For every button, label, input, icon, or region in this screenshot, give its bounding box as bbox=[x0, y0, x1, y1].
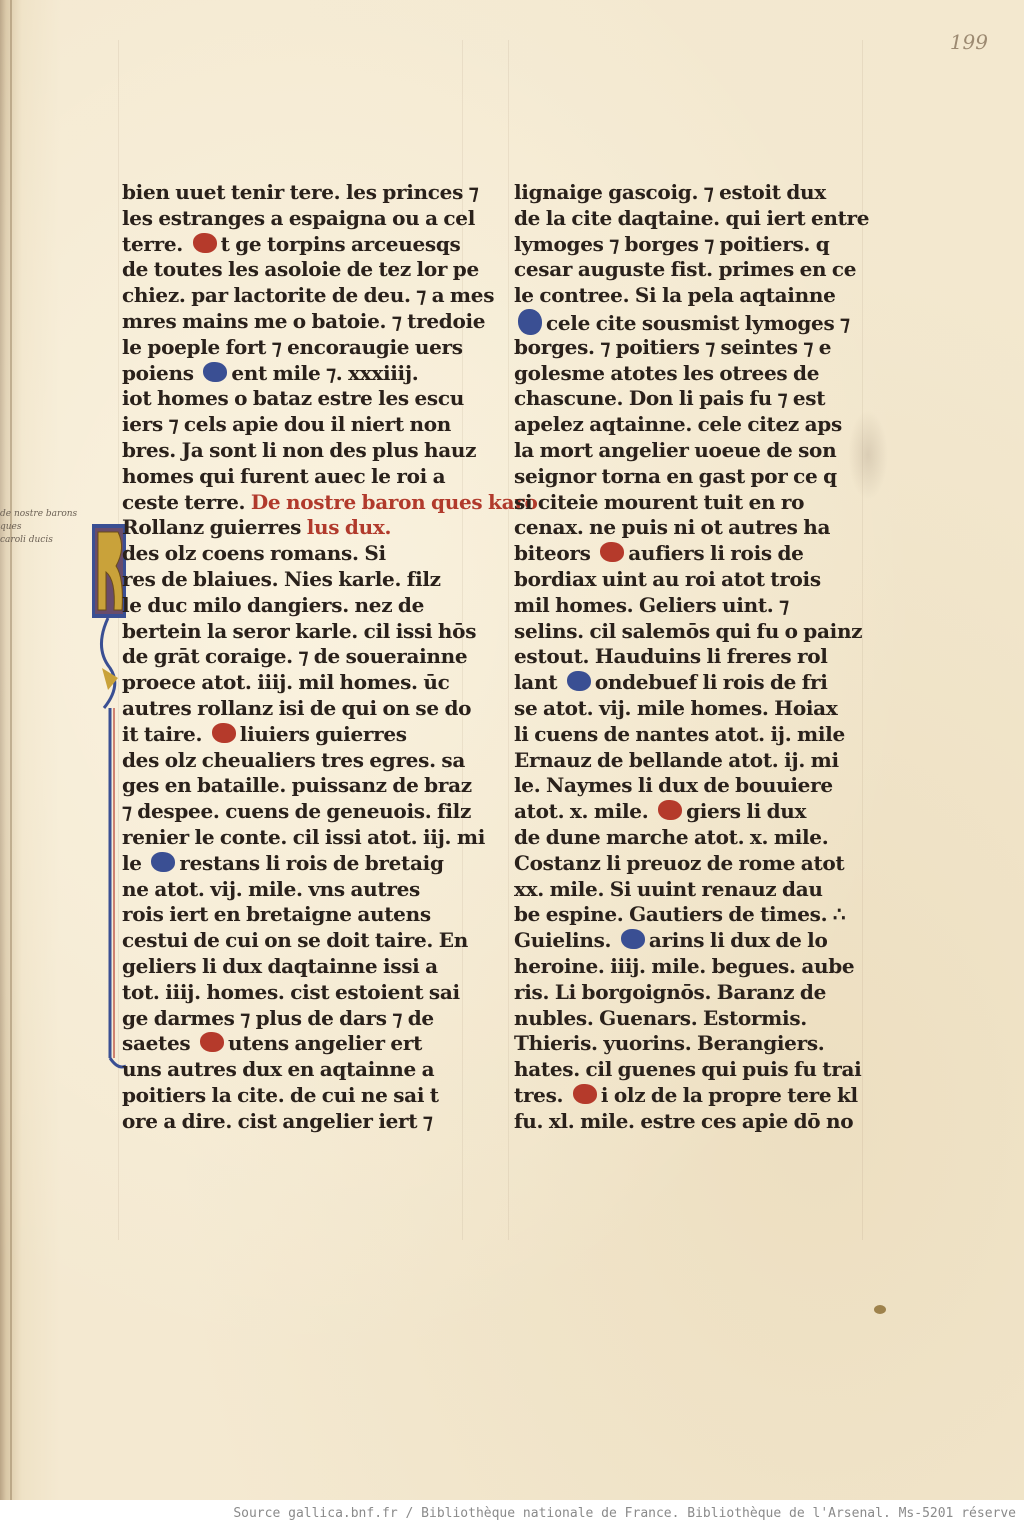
text-line bbox=[514, 722, 859, 748]
blue-initial bbox=[621, 929, 645, 949]
line-text: la mort angelier uoeue de son bbox=[514, 437, 837, 462]
source-bar bbox=[0, 1500, 1024, 1531]
line-text: tres. bbox=[514, 1082, 569, 1107]
line-text: de dune marche atot. x. mile. bbox=[514, 824, 829, 849]
line-text: bertein la seror karle. cil issi hōs bbox=[122, 618, 477, 643]
text-line bbox=[514, 773, 859, 799]
line-text: nubles. Guenars. Estormis. bbox=[514, 1005, 807, 1030]
text-line bbox=[514, 618, 863, 645]
line-text: bres. Ja sont li non des plus hauz bbox=[122, 437, 477, 462]
text-line bbox=[514, 1006, 859, 1032]
text-line bbox=[122, 1057, 462, 1083]
text-line bbox=[514, 464, 859, 490]
red-initial bbox=[212, 723, 236, 743]
line-text: ⁊ bbox=[468, 180, 479, 204]
line-text: homes qui furent auec le roi a bbox=[122, 463, 446, 488]
line-text: uns autres dux en aqtainne a bbox=[122, 1057, 435, 1082]
red-initial bbox=[193, 233, 217, 253]
line-text: it taire. bbox=[122, 721, 208, 746]
line-text: ges en bataille. puissanz de braz bbox=[122, 773, 472, 798]
text-line bbox=[514, 954, 859, 980]
text-line bbox=[122, 386, 462, 412]
text-line bbox=[514, 1083, 859, 1109]
red-initial bbox=[658, 800, 682, 820]
line-text: ore a dire. cist angelier iert ⁊ bbox=[122, 1108, 433, 1133]
line-text: de la cite daqtaine. qui iert entre bbox=[514, 205, 870, 230]
blue-initial bbox=[518, 309, 542, 335]
blue-initial bbox=[203, 362, 227, 382]
text-line bbox=[514, 386, 859, 412]
text-line bbox=[514, 205, 870, 232]
line-text: t ge torpins arceuesqs bbox=[220, 231, 461, 256]
line-text: selins. cil salemōs qui fu o painz bbox=[514, 618, 863, 643]
line-text: cestui de cui on se doit taire. En bbox=[122, 928, 468, 953]
line-text: atot. x. mile. bbox=[514, 799, 655, 824]
text-line bbox=[514, 1057, 862, 1083]
text-line bbox=[122, 824, 485, 851]
line-text: le bbox=[122, 850, 148, 875]
text-line bbox=[514, 799, 859, 825]
line-text: le poeple fort ⁊ encoraugie uers bbox=[122, 334, 463, 359]
text-line bbox=[122, 180, 479, 206]
line-text: xx. mile. Si uuint renauz dau bbox=[514, 876, 823, 901]
text-line bbox=[122, 257, 479, 283]
text-line bbox=[122, 1083, 462, 1109]
line-text: hates. cil guenes qui puis fu trai bbox=[514, 1057, 862, 1082]
text-line bbox=[514, 232, 859, 258]
initial-flourish bbox=[101, 618, 114, 708]
parchment-speck bbox=[874, 1305, 886, 1314]
text-line bbox=[514, 670, 859, 696]
line-text: liuiers guierres bbox=[239, 721, 407, 746]
line-text: poiens bbox=[122, 360, 200, 385]
text-line bbox=[122, 464, 462, 490]
line-text: li cuens de nantes atot. ij. mile bbox=[514, 721, 845, 746]
text-line bbox=[122, 515, 462, 541]
line-text: apelez aqtainne. cele citez aps bbox=[514, 412, 842, 437]
line-text: tot. iiij. homes. cist estoient sai bbox=[122, 979, 460, 1004]
text-line bbox=[514, 309, 859, 335]
red-initial bbox=[200, 1032, 224, 1052]
line-text: lignaige gascoig. ⁊ estoit dux bbox=[514, 180, 826, 204]
line-text: borges. ⁊ poitiers ⁊ seintes ⁊ e bbox=[514, 334, 832, 359]
line-text: be espine. Gautiers de times. ∴ bbox=[514, 902, 846, 927]
text-line bbox=[514, 1031, 859, 1057]
text-line bbox=[514, 825, 859, 851]
text-line bbox=[122, 361, 462, 387]
text-line bbox=[122, 695, 472, 722]
text-line bbox=[514, 748, 859, 774]
red-initial bbox=[573, 1084, 597, 1104]
line-text: cenax. ne puis ni ot autres ha bbox=[514, 515, 831, 540]
marginal-note-line: caroli ducis bbox=[0, 535, 53, 545]
text-line bbox=[122, 567, 462, 593]
text-line bbox=[122, 1031, 462, 1057]
line-text: biteors bbox=[514, 541, 597, 566]
line-text: se atot. vij. mile homes. Hoiax bbox=[514, 695, 838, 720]
line-text: bien uuet tenir tere. les princes bbox=[122, 180, 469, 204]
text-line bbox=[122, 437, 477, 464]
text-line bbox=[122, 980, 462, 1006]
line-text: iers ⁊ cels apie dou il niert non bbox=[122, 412, 452, 437]
text-line bbox=[122, 928, 468, 954]
text-line bbox=[514, 1109, 859, 1135]
red-initial bbox=[600, 542, 624, 562]
line-text: golesme atotes les otrees de bbox=[514, 360, 820, 385]
line-text: si citeie mourent tuit en ro bbox=[514, 489, 805, 514]
text-line bbox=[514, 541, 859, 567]
line-text: poitiers la cite. de cui ne sai t bbox=[122, 1082, 439, 1107]
text-line bbox=[122, 308, 486, 335]
line-text: giers li dux bbox=[686, 799, 807, 824]
line-text: ge darmes ⁊ plus de dars ⁊ de bbox=[122, 1005, 434, 1030]
text-line bbox=[122, 489, 538, 516]
text-line bbox=[122, 283, 495, 309]
text-line bbox=[514, 644, 859, 670]
line-text: i olz de la propre tere kl bbox=[600, 1082, 858, 1107]
line-text: rois iert en bretaigne autens bbox=[122, 902, 431, 927]
text-line bbox=[122, 232, 462, 258]
folio-number: 199 bbox=[949, 30, 988, 54]
text-line bbox=[122, 618, 477, 645]
text-line bbox=[122, 773, 472, 799]
line-text: iot homes o bataz estre les escu bbox=[122, 386, 464, 411]
line-text: le duc milo dangiers. nez de bbox=[122, 592, 425, 617]
line-text: geliers li dux daqtainne issi a bbox=[122, 953, 438, 978]
line-text: le contree. Si la pela aqtainne bbox=[514, 283, 836, 308]
line-text: ne atot. vij. mile. vns autres bbox=[122, 876, 420, 901]
line-text: renier le conte. cil issi atot. iij. mi bbox=[122, 824, 485, 849]
line-text: cele cite sousmist lymoges ⁊ bbox=[546, 310, 850, 335]
text-line bbox=[122, 747, 466, 774]
text-line bbox=[122, 902, 462, 928]
line-text: Ernauz de bellande atot. ij. mi bbox=[514, 747, 839, 772]
text-line bbox=[122, 799, 472, 825]
line-text: restans li rois de bretaig bbox=[179, 850, 444, 875]
text-line bbox=[122, 644, 468, 670]
text-line bbox=[122, 541, 462, 567]
line-text: cesar auguste fist. primes en ce bbox=[514, 257, 857, 282]
line-text: Guielins. bbox=[514, 928, 617, 953]
line-text: heroine. iiij. mile. begues. aube bbox=[514, 953, 855, 978]
line-text: mres mains me o batoie. ⁊ tredoie bbox=[122, 308, 486, 333]
text-line bbox=[122, 1006, 462, 1032]
text-line bbox=[514, 928, 859, 954]
text-line bbox=[122, 593, 462, 619]
line-text: le. Naymes li dux de bouuiere bbox=[514, 773, 833, 798]
line-text: de grāt coraige. ⁊ de souerainne bbox=[122, 644, 468, 669]
line-text: de toutes les asoloie de tez lor pe bbox=[122, 257, 479, 282]
line-text: ent mile ⁊. xxxiiij. bbox=[231, 360, 419, 385]
line-text: chiez. par lactorite de deu. ⁊ a mes bbox=[122, 283, 495, 308]
text-line bbox=[514, 902, 859, 928]
text-line bbox=[514, 283, 859, 309]
line-text: arins li dux de lo bbox=[648, 928, 828, 953]
source-attribution: Source gallica.bnf.fr / Bibliothèque nationale de France. Bibliothèque de l'Arsenal. Ms-5201 réserve bbox=[233, 1506, 1016, 1521]
line-text: chascune. Don li pais fu ⁊ est bbox=[514, 386, 826, 411]
text-line bbox=[514, 980, 859, 1006]
text-line bbox=[514, 490, 859, 516]
text-line bbox=[514, 361, 859, 387]
line-text: les estranges a espaigna ou a cel bbox=[122, 205, 475, 230]
line-text: ⁊ despee. cuens de geneuois. filz bbox=[122, 799, 472, 824]
text-column-left bbox=[122, 180, 538, 1134]
text-line bbox=[514, 877, 859, 903]
text-line bbox=[122, 412, 462, 438]
blue-initial bbox=[151, 852, 175, 872]
text-line bbox=[122, 670, 462, 696]
ruling-line bbox=[508, 40, 509, 1240]
text-line bbox=[122, 1109, 462, 1135]
line-text: terre. bbox=[122, 231, 189, 256]
line-text: ceste terre. bbox=[122, 489, 251, 514]
line-text: proece atot. iiij. mil homes. ūc bbox=[122, 670, 450, 695]
text-line bbox=[122, 851, 462, 877]
marginal-note-line: de nostre barons ques bbox=[0, 509, 78, 532]
line-text: seignor torna en gast por ce q bbox=[514, 463, 837, 488]
line-text: fu. xl. mile. estre ces apie dō no bbox=[514, 1108, 854, 1133]
line-text: Costanz li preuoz de rome atot bbox=[514, 850, 845, 875]
rubric-text: De nostre baron ques karo bbox=[250, 489, 538, 514]
line-text: des olz cheualiers tres egres. sa bbox=[122, 747, 466, 772]
line-text: des olz coens romans. Si bbox=[122, 541, 386, 566]
blue-initial bbox=[567, 671, 591, 691]
text-line bbox=[514, 851, 859, 877]
text-line bbox=[122, 722, 462, 748]
text-line bbox=[514, 696, 859, 722]
line-text: Rollanz guierres bbox=[122, 515, 307, 540]
line-text: autres rollanz isi de qui on se do bbox=[122, 695, 472, 720]
text-column-right bbox=[514, 180, 870, 1134]
line-text: ondebuef li rois de fri bbox=[594, 670, 828, 695]
line-text: mil homes. Geliers uint. ⁊ bbox=[514, 592, 789, 617]
text-line bbox=[514, 257, 859, 283]
text-line bbox=[514, 438, 859, 464]
text-line bbox=[514, 567, 859, 593]
marginal-note bbox=[0, 508, 100, 547]
line-text: ris. Li borgoignōs. Baranz de bbox=[514, 979, 827, 1004]
text-line bbox=[122, 205, 475, 232]
line-text: estout. Hauduins li freres rol bbox=[514, 644, 828, 669]
rubric-text: lus dux. bbox=[306, 515, 392, 540]
line-text: saetes bbox=[122, 1031, 197, 1056]
line-text: aufiers li rois de bbox=[628, 541, 804, 566]
text-line bbox=[514, 515, 859, 541]
line-text: Thieris. yuorins. Berangiers. bbox=[514, 1031, 825, 1056]
text-line bbox=[514, 180, 859, 206]
text-line bbox=[514, 412, 859, 438]
line-text: lant bbox=[514, 670, 563, 695]
line-text: res de blaiues. Nies karle. filz bbox=[122, 566, 441, 591]
text-line bbox=[122, 954, 462, 980]
text-line bbox=[122, 335, 462, 361]
text-line bbox=[122, 877, 462, 903]
line-text: bordiax uint au roi atot trois bbox=[514, 566, 821, 591]
text-line bbox=[514, 593, 859, 619]
binding-gutter bbox=[10, 0, 12, 1500]
line-text: utens angelier ert bbox=[228, 1031, 423, 1056]
text-line bbox=[514, 335, 859, 361]
line-text: lymoges ⁊ borges ⁊ poitiers. q bbox=[514, 231, 830, 256]
